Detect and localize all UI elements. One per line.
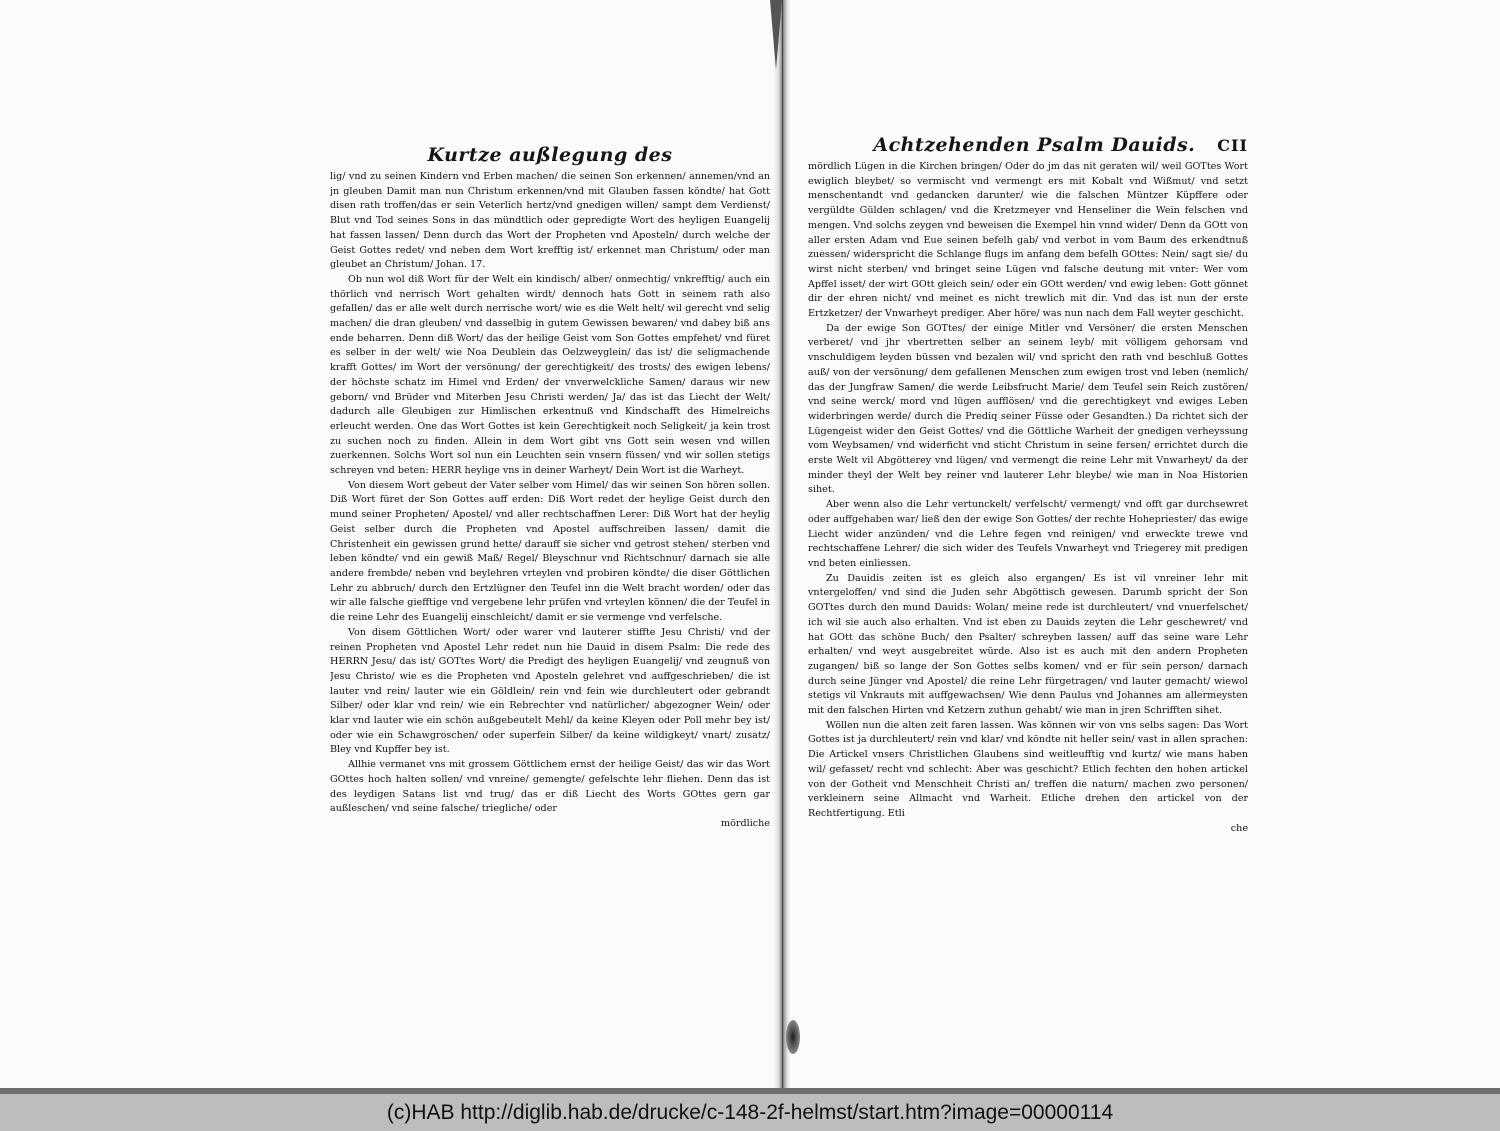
book-gutter xyxy=(772,0,792,1088)
left-paragraph: Ob nun wol diß Wort für der Welt ein kindisch/ alber/ onmechtig/ vnkrefftig/ auch ein thörlich vnd nerrisch Wort gehalten wirdt/ dennoch hats Gott in seinem rath also gefallen/ das er alle welt durch nerrische wort/ wie es die Welt helt/ wil gerecht vnd selig machen/ die dran gleuben/ vnd dasselbig in gutem Gewissen bewaren/ vnd dabey biß ans ende beharren. Denn diß Wort/ das der heilige Geist vom Son Gottes empfehet/ vnd füret es selber in der welt/ wie Noa Deublein das Oelzweyglein/ das ist/ die seligmachende krafft Gottes/ im Wort der versönung/ der gerechtigkeit/ des trosts/ des ewigen lebens/ der höchste schatz im Himel vnd Erden/ der vnverwelckliche Samen/ daraus wir new geborn/ vnd Brüder vnd Miterben Jesu Christi werden/ Ja/ das ist das Liecht der Welt/ dadurch alle Gleubigen zur Himlischen erkentnuß vnd Kindschafft des Himelreichs erleucht werden. One das Wort Gottes ist kein Gerechtigkeit noch Seligkeit/ ja kein trost zu suchen noch zu finden. Allein in dem Wort gibt vns Gott sein wesen vnd willen zuerkennen. Solchs Wort sol nun ein Leuchten sein vnsern füssen/ vnd wir sollen stetigs schreyen vnd beten: HERR heylige vns in deiner Warheyt/ Dein Wort ist die Warheyt. xyxy=(330,273,770,477)
right-paragraph: mördlich Lügen in die Kirchen bringen/ Oder do jm das nit geraten wil/ weil GOTtes Wort ewiglich bleybet/ so vermischt vnd vermengt ers mit Kobalt vnd Wißmut/ vnd setzt menschentandt vnd gedancken darunter/ wie die falschen Müntzer Küpffere oder vergüldte Gülden schlagen/ vnd die Kretzmeyer vnd Henseliner die Wein felschen vnd mengen. Vnd solchs zeygen vnd beweisen die Exempel hin vnnd wider/ Denn da GOtt von aller ersten Adam vnd Eue seinen befelh gab/ vnd verbot in vom Baum des erkendtnuß zuessen/ widerspricht die Schlange flugs im anfang dem befelh GOttes: Nein/ sagt sie/ du wirst nicht sterben/ vnd bringet seine Lügen vnd falsche deutung mit vnter: Wer vom Apffel isset/ der wirt GOtt gleich sein/ oder ein GOtt werden/ vnd ewig leben: Gott gönnet dir der ehren nicht/ vnd meinet es nicht trewlich mit dir. Vnd das ist nun der erste Ertzketzer/ der Vnwarheyt prediger. Aber höre/ was nun nach dem Fall weyter geschicht. xyxy=(808,161,1248,320)
left-paragraph: Allhie vermanet vns mit grossem Göttlichem ernst der heilige Geist/ das wir das Wort GOttes hoch halten sollen/ vnd vnreine/ gemengte/ gefelschte lehr fliehen. Denn das ist des leydigen Satans list vnd trug/ das er diß Liecht des Worts GOttes gern gar außleschen/ vnd seine falsche/ triegliche/ oder xyxy=(330,759,770,815)
right-paragraph: Zu Dauidis zeiten ist es gleich also ergangen/ Es ist vil vnreiner lehr mit vntergeloffen/ vnd sind die Juden sehr Abgöttisch gewesen. Darumb spricht der Son GOTtes durch den mund Dauids: Wolan/ meine rede ist durchleutert/ vnd vnuerfelschet/ ich wil sie auch also erhalten. Vnd ist eben zu Dauids zeyten die Lehr geschewret/ vnd hat GOtt das schöne Buch/ den Psalter/ schreyben lassen/ auff das seine ware Lehr erhalten/ vnd weyt ausgebreitet würde. Also ist es auch mit den andern Propheten zugangen/ biß so lange der Son Gottes selbs komen/ vnd er für sein person/ darnach durch seine Jünger vnd Apostel/ die reine Lehr fürgetragen/ vnd lauter gemacht/ wiewol stetigs vil Vnkrauts mit auffgewachsen/ Wie denn Paulus vnd Johannes am allermeysten mit den falschen Hirten vnd Ketzern zuthun gehabt/ wie man in jren Schrifften sihet. xyxy=(808,572,1248,717)
credit-footer xyxy=(0,1088,1500,1131)
spine-shadow-top xyxy=(770,0,782,70)
right-paragraph: Da der ewige Son GOTtes/ der einige Mitler vnd Versöner/ die ersten Menschen verberet/ vnd jhr vbertretten selber an seinem leyb/ mit völligem gehorsam vnd vnschuldigem leyden büssen vnd bezalen wil/ vnd spricht den rath vnd beschluß Gottes auß/ von der versönung/ dem gefallenen Menschen zum ewigen trost vnd leben (nemlich/ das der Jungfraw Samen/ die werde Leibsfrucht Marie/ dem Teufel sein Reich zustören/ vnd seine werck/ mord vnd lügen aufflösen/ vnd die gerechtigkeyt vnd ewiges Leben widerbringen werde/ durch die Prediq seiner Füsse oder Gesandten.) Da richtet sich der Lügengeist wider den Geist Gottes/ vnd die Göttliche Warheit der gnedigen verheyssung vom Weybsamen/ vnd widerficht vnd sticht Christum in seine fersen/ errichtet durch die erste Welt vil Abgötterey vnd lügen/ vnd vermengt die reine Lehr mit Vnwarheyt/ da der minder theyl der Welt bey reiner vnd lauterer Lehr bleybe/ wie man in Noa Historien sihet. xyxy=(808,322,1248,496)
credit-url: (c)HAB http://diglib.hab.de/drucke/c-148-2f-helmst/start.htm?image=00000114 xyxy=(386,1100,1114,1124)
right-header xyxy=(808,134,1248,156)
left-paragraph: Von disem Göttlichen Wort/ oder warer vnd lauterer stiffte Jesu Christi/ vnd der reinen Propheten vnd Apostel Lehr redet nun hie Dauid in disem Psalm: Die rede des HERRN Jesu/ das ist/ GOTtes Wort/ die Predigt des heyligen Euangelij/ vnd zeugnuß von Jesu Christo/ wie es die Propheten vnd Aposteln gelehret vnd auffgeschrieben/ die ist lauter vnd rein/ lauter wie ein Göldlein/ rein vnd fein wie durchleutert oder gebrandt Silber/ oder klar vnd rein/ wie ein Rebrechter vnd natürlicher/ abgezogner Wein/ oder klar vnd lauter wie ein schön außgebeutelt Mehl/ da keine Kleyen oder Poll mehr bey ist/ oder wie ein Schawgroschen/ oder superfein Silber/ da keine wildigkeyt/ vnart/ zusatz/ Bley vnd Kupffer bey ist. xyxy=(330,626,770,756)
left-catchword: mördliche xyxy=(721,817,770,829)
left-running-head: Kurtze außlegung des xyxy=(427,144,673,166)
right-running-head: Achtzehenden Psalm Dauids. xyxy=(873,134,1196,156)
right-paragraph: Wöllen nun die alten zeit faren lassen. Was können wir von vns selbs sagen: Das Wort Gottes ist ja durchleutert/ rein vnd klar/ vnd köndte nit heller sein/ vast in allen sprachen: Die Artickel vnsers Christlichen Glaubens sind weitleufftig vnd kurtz/ wie mans haben wil/ gefasset/ recht vnd schlecht: Aber was geschicht? Etlich fechten den hohen artickel von der Gotheit vnd Menschheit Christi an/ treffen die naturn/ machen zwo personen/ verkleinern seine Allmacht vnd Warheit. Etliche drehen den artickel von der Rechtfertigung. Etli xyxy=(808,719,1248,819)
right-catchword: che xyxy=(1230,822,1248,834)
left-page xyxy=(330,144,770,914)
right-paragraph: Aber wenn also die Lehr vertunckelt/ verfelscht/ vermengt/ vnd offt gar durchsewret oder auffgehaben war/ ließ den der ewige Son Gottes/ der rechte Hohepriester/ das ewige Liecht wider anzünden/ vnd die Lehre fegen vnd reinigen/ vnd erweckte trewe vnd rechtschaffene Lehrer/ die sich wider des Teufels Vnwarheyt vnd Triegerey mit predigen vnd beten einliessen. xyxy=(808,499,1248,569)
folio-number: CII xyxy=(1217,136,1248,155)
left-paragraph: lig/ vnd zu seinen Kindern vnd Erben machen/ die seinen Son erkennen/ annemen/vnd an jn gleuben Damit man nun Christum erkennen/vnd mit Glauben fassen köndte/ hat Gott disen rath troffen/das er sein Veterlich hertz/vnd gnedigen willen/ sampt dem Verdienst/ Blut vnd Tod seines Sons in das mündtlich oder gepredigte Wort des heyligen Euangelij hat fassen lassen/ Denn durch das Wort der Propheten vnd Aposteln/ durch welche der Geist Gottes redet/ vnd neben dem Wort krefftig ist/ erkennet man Christum/ oder man gleubet an Christum/ Johan. 17. xyxy=(330,171,770,271)
right-page xyxy=(808,134,1248,904)
left-paragraph: Von diesem Wort gebeut der Vater selber vom Himel/ das wir seinen Son hören sollen. Diß Wort füret der Son Gottes auff erden: Diß Wort redet der heylige Geist durch den mund seiner Propheten/ Apostel/ vnd aller rechtschaffnen Lerer: Diß Wort hat der heylig Geist selber durch die Propheten vnd Apostel auffschreiben lassen/ damit die Christenheit ein gewissen grund hette/ darauff sie sicher vnd getrost stehen/ sterben vnd leben köndte/ vnd ein gewiß Maß/ Regel/ Bleyschnur vnd Richtschnur/ darnach sie alle andere frembde/ neben vnd beylehren vrteylen vnd probiren köndte/ die diser Göttlichen Lehr zu abbruch/ durch den Ertzlügner den Teufel inn die Welt bracht worden/ oder das wir alle falsche giefftige vnd vergebene lehr prüfen vnd vrteylen können/ die der Teufel in die reine Lehr des Euangelij einschleicht/ damit er sie vermenge vnd verfelsche. xyxy=(330,479,770,624)
spine-shadow-bottom xyxy=(786,1020,800,1054)
